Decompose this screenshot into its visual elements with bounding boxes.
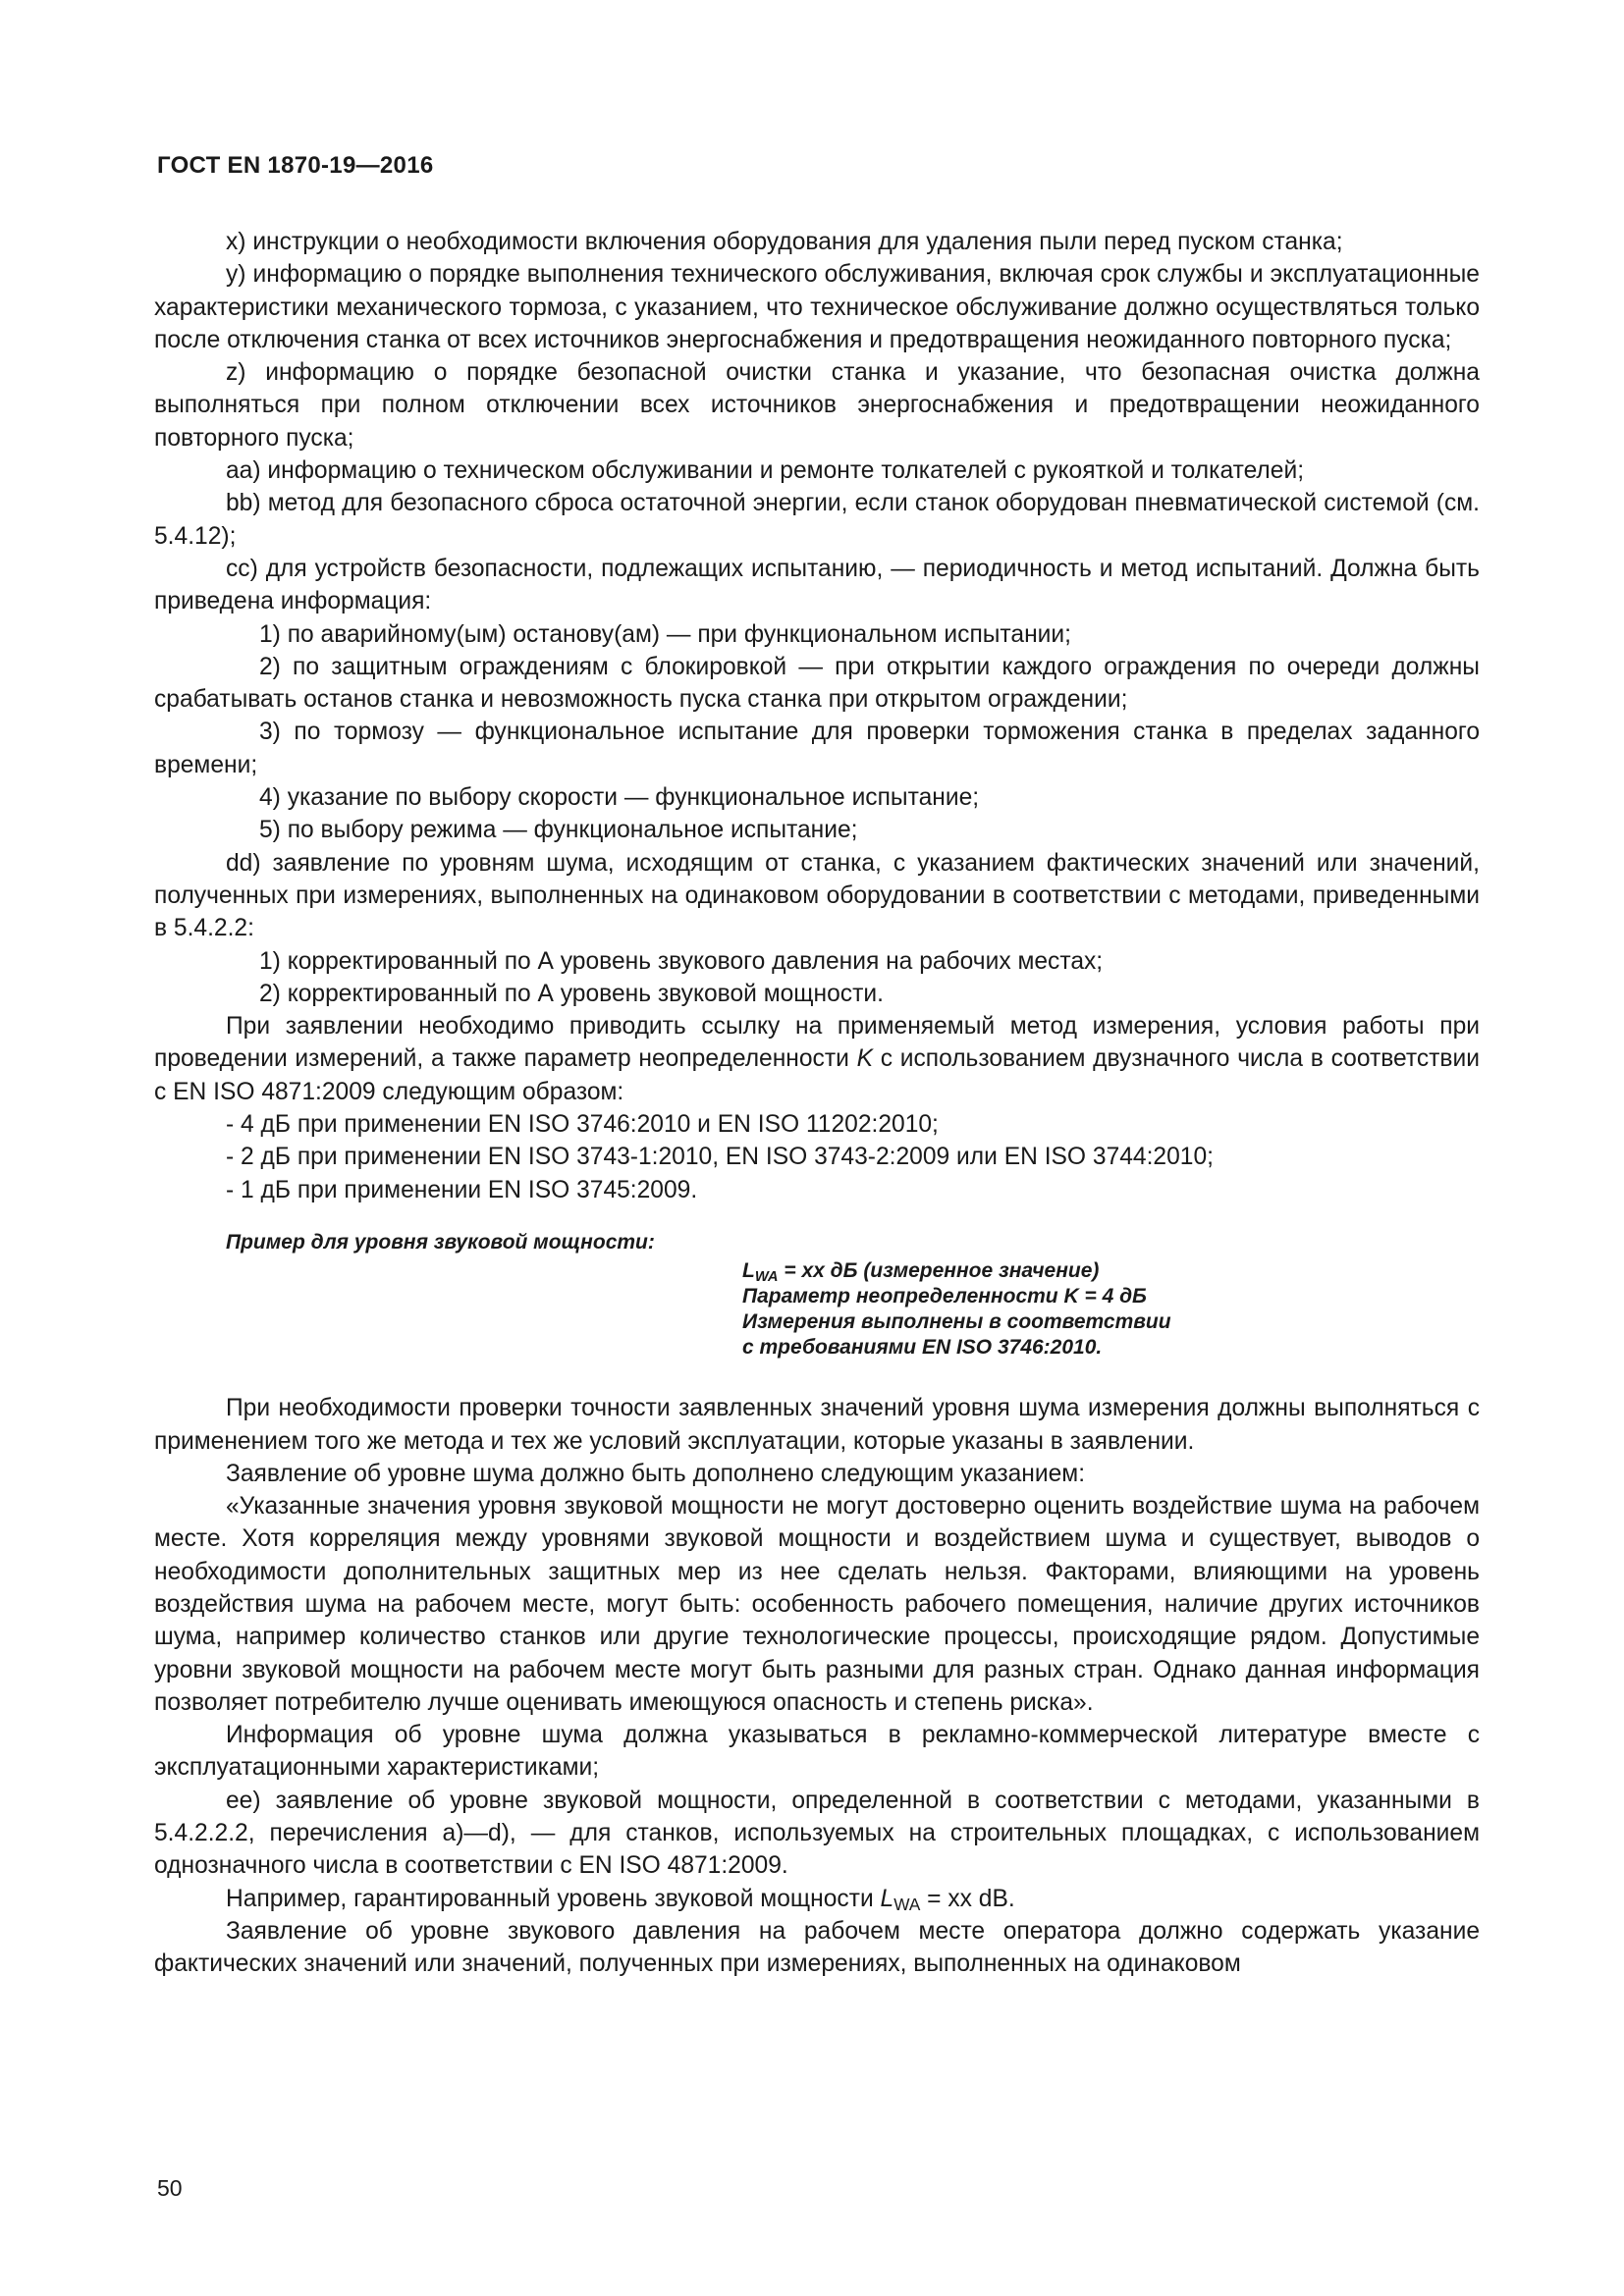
item-ee: ee) заявление об уровне звуковой мощности, определенной в соответствии с методами, указанными в 5.4.2.2.2, перечисления a)—d), — для станков, используемых на строительных площадках, с использованием однозначного числа в соответствии с EN ISO 4871:2009. bbox=[154, 1787, 1480, 1880]
sub-item-2: 2) по защитным ограждениям с блокировкой — при открытии каждого ограждения по очереди должны срабатывать останов станка и невозможность пуска станка при открытом ограждении; bbox=[154, 653, 1480, 714]
document-body bbox=[154, 226, 1480, 1981]
item-z: z) информацию о порядке безопасной очистки станка и указание, что безопасная очистка должна выполняться при полном отключении всех источников энергоснабжения и предотвращении неожиданного повторного пуска; bbox=[154, 359, 1480, 452]
item-bb: bb) метод для безопасного сброса остаточной энергии, если станок оборудован пневматической системой (см. 5.4.12); bbox=[154, 490, 1480, 550]
quote-paragraph: «Указанные значения уровня звуковой мощности не могут достоверно оценить воздействие шума на рабочем месте. Хотя корреляция между уровнями звуковой мощности и воздействием шума и существует, выводов о необходимости дополнительных защитных мер из нее сделать нельзя. Факторами, влияющими на уровень воздействия шума на рабочем месте, могут быть: особенность рабочего помещения, наличие других источников шума, например количество станков или другие технологические процессы, происходящие рядом. Допустимые уровни звуковой мощности на рабочем месте могут быть разными для разных стран. Однако данная информация позволяет потребителю лучше оценивать имеющуюся опасность и степень риска». bbox=[154, 1493, 1480, 1716]
dash-item-1: - 4 дБ при применении EN ISO 3746:2010 и EN ISO 11202:2010; bbox=[226, 1111, 939, 1139]
item-y: y) информацию о порядке выполнения технического обслуживания, включая срок службы и эксплуатационные характеристики механического тормоза, с указанием, что техническое обслуживание должно осуществляться только после отключения станка от всех источников энергоснабжения и предотвращения неожиданного повторного пуска; bbox=[154, 261, 1480, 353]
example-title: Пример для уровня звуковой мощности: bbox=[226, 1230, 655, 1254]
k-symbol: K bbox=[856, 1045, 873, 1073]
uncertainty-paragraph: При заявлении необходимо приводить ссылку на применяемый метод измерения, условия работы при проведении измерений, а также параметр неопределенности K с использованием двузначного числа в соответствии с EN ISO 4871:2009 следующим образом: bbox=[154, 1013, 1480, 1105]
sub-item-3: 3) по тормозу — функциональное испытание для проверки торможения станка в пределах заданного времени; bbox=[154, 719, 1480, 778]
example-param-line: Параметр неопределенности K = 4 дБ bbox=[742, 1285, 1147, 1308]
page-number: 50 bbox=[157, 2175, 183, 2201]
example-meas-line-1: Измерения выполнены в соответствии bbox=[742, 1310, 1171, 1334]
sub-item-1: 1) по аварийному(ым) останову(ам) — при функциональном испытании; bbox=[259, 620, 1071, 648]
dash-item-3: - 1 дБ при применении EN ISO 3745:2009. bbox=[226, 1176, 698, 1203]
document-header: ГОСТ EN 1870-19—2016 bbox=[157, 152, 434, 179]
verification-paragraph: При необходимости проверки точности заявленных значений уровня шума измерения должны выполняться с применением того же метода и тех же условий эксплуатации, которые указаны в заявлении. bbox=[154, 1395, 1480, 1455]
item-dd: dd) заявление по уровням шума, исходящим от станка, с указанием фактических значений или значений, полученных при измерениях, выполненных на одинаковом оборудовании в соответствии с методами, приведенными в 5.4.2.2: bbox=[154, 849, 1480, 942]
dd-sub-item-2: 2) корректированный по А уровень звуковой мощности. bbox=[259, 980, 884, 1007]
item-cc: cc) для устройств безопасности, подлежащих испытанию, — периодичность и метод испытаний. Должна быть приведена информация: bbox=[154, 555, 1480, 615]
supplement-paragraph: Заявление об уровне шума должно быть дополнено следующим указанием: bbox=[226, 1460, 1086, 1487]
dash-item-2: - 2 дБ при применении EN ISO 3743-1:2010, EN ISO 3743-2:2009 или EN ISO 3744:2010; bbox=[226, 1144, 1214, 1171]
advertising-paragraph: Информация об уровне шума должна указываться в рекламно-коммерческой литературе вместе с эксплуатационными характеристиками; bbox=[154, 1722, 1480, 1782]
example-meas-line-2: с требованиями EN ISO 3746:2010. bbox=[742, 1336, 1103, 1360]
sub-item-4: 4) указание по выбору скорости — функциональное испытание; bbox=[259, 784, 980, 812]
example-block bbox=[742, 1258, 1480, 1361]
operator-pressure-paragraph: Заявление об уровне звукового давления на рабочем месте оператора должно содержать указание фактических значений или значений, полученных при измерениях, выполненных на одинаковом bbox=[154, 1917, 1480, 1978]
guaranteed-level-paragraph: Например, гарантированный уровень звуковой мощности $L_{WA}$ = xx dB. bbox=[226, 1885, 1015, 1914]
item-aa: aa) информацию о техническом обслуживании и ремонте толкателей с рукояткой и толкателей; bbox=[226, 457, 1305, 485]
example-lwa-line: $L_{WA}$ = xx дБ (измеренное значение) bbox=[742, 1259, 1100, 1286]
dd-sub-item-1: 1) корректированный по А уровень звукового давления на рабочих местах; bbox=[259, 947, 1104, 975]
item-x: x) инструкции о необходимости включения оборудования для удаления пыли перед пуском станка; bbox=[226, 229, 1343, 255]
sub-item-5: 5) по выбору режима — функциональное испытание; bbox=[259, 817, 858, 844]
